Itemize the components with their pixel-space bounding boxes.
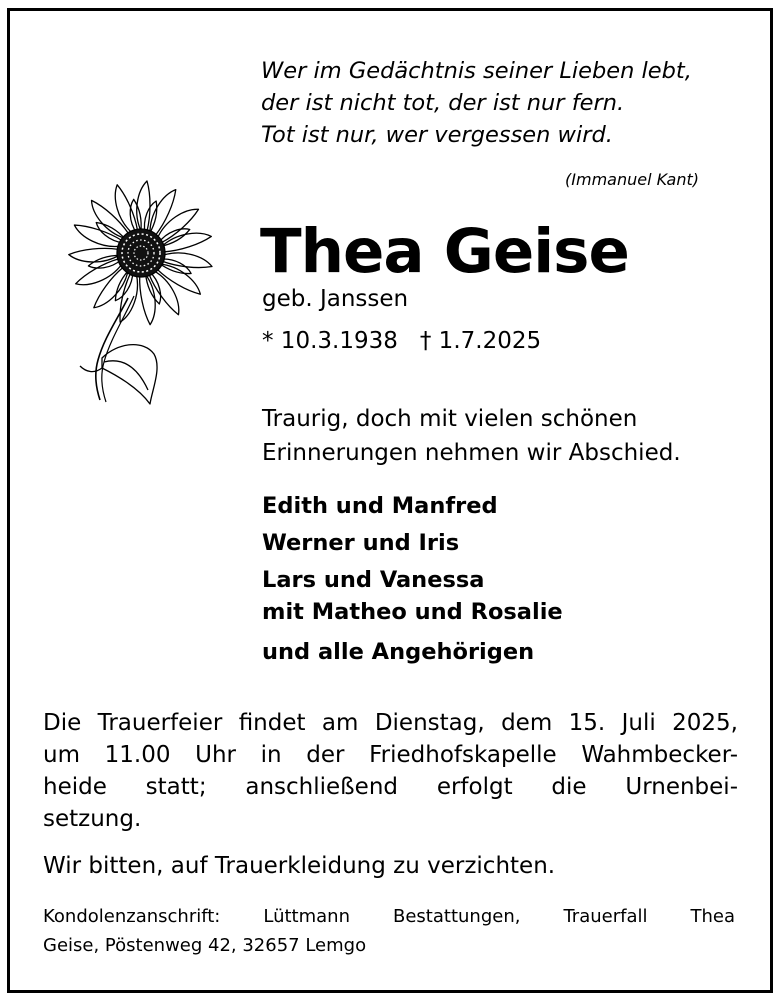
farewell-line: Erinnerungen nehmen wir Abschied. [262,440,681,466]
birth-date: * 10.3.1938 [262,328,398,354]
family-member: mit Matheo und Rosalie [262,599,563,625]
family-member: Edith und Manfred [262,493,498,519]
quote-block [261,55,692,151]
decedent-name: Thea Geise [260,216,629,287]
service-announcement [43,707,738,835]
quote-author: (Immanuel Kant) [565,170,699,189]
service-line: setzung. [43,806,142,832]
life-dates [262,326,541,356]
quote-line: der ist nicht tot, der ist nur fern. [261,90,625,116]
address-line: Geise, Pöstenweg 42, 32657 Lemgo [43,935,367,956]
sunflower-icon [58,178,218,408]
dress-request: Wir bitten, auf Trauerkleidung zu verzichten. [43,853,556,879]
service-line: um 11.00 Uhr in der Friedhofskapelle Wahmbecker- [43,742,738,768]
farewell-line: Traurig, doch mit vielen schönen [262,406,638,432]
quote-line: Wer im Gedächtnis seiner Lieben lebt, [261,58,692,84]
family-member: und alle Angehörigen [262,639,535,665]
condolence-address [43,902,735,960]
birth-name: geb. Janssen [262,286,409,312]
farewell-text [262,402,681,470]
address-line: Kondolenzanschrift: Lüttmann Bestattungen, Trauerfall Thea [43,906,735,927]
death-date: † 1.7.2025 [419,328,542,354]
family-member: Werner und Iris [262,530,460,556]
quote-line: Tot ist nur, wer vergessen wird. [261,122,613,148]
service-line: heide statt; anschließend erfolgt die Urnenbei- [43,774,738,800]
family-member: Lars und Vanessa [262,567,485,593]
service-line: Die Trauerfeier findet am Dienstag, dem 15. Juli 2025, [43,710,738,736]
